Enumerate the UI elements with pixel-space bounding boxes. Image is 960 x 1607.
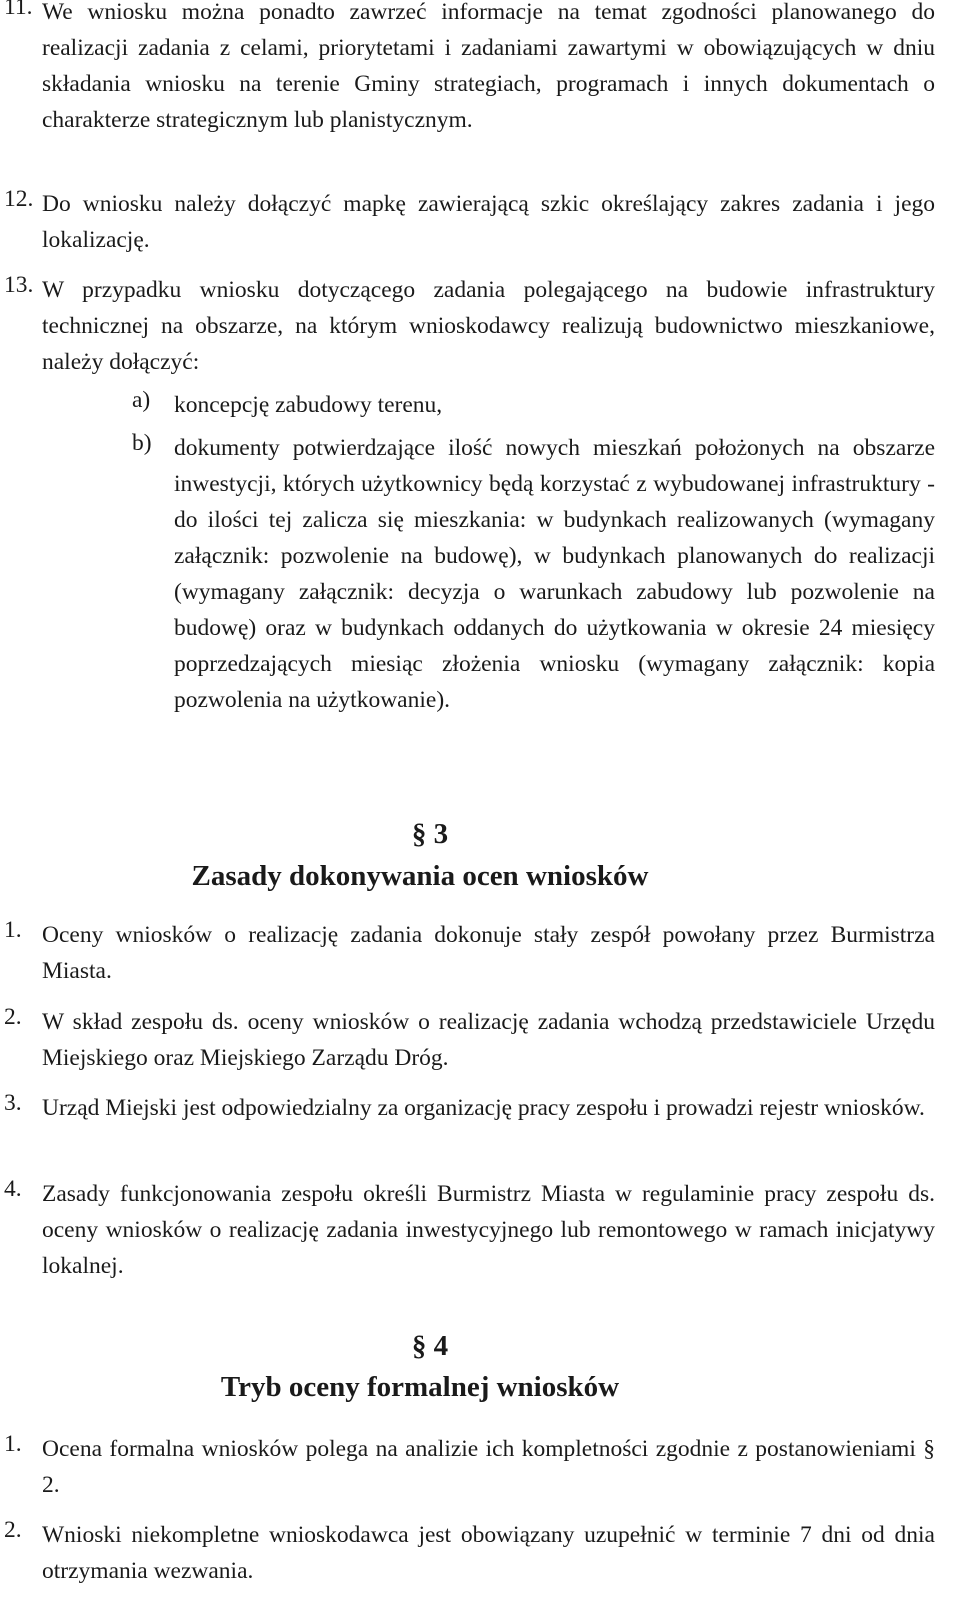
item-number: 13.: [4, 272, 34, 298]
section-symbol: § 4: [411, 1330, 449, 1362]
item-text: W skład zespołu ds. oceny wniosków o realizację zadania wchodzą przedstawiciele Urzędu Miejskiego oraz Miejskiego Zarządu Dróg.: [42, 1009, 935, 1071]
section-title: Zasady dokonywania ocen wniosków: [191, 860, 649, 892]
list-item: [0, 0, 935, 138]
item-number: 1.: [4, 1431, 22, 1457]
item-text: Oceny wniosków o realizację zadania dokonuje stały zespół powołany przez Burmistrza Miasta.: [42, 922, 935, 984]
list-item: [0, 917, 935, 989]
item-text: W przypadku wniosku dotyczącego zadania polegającego na budowie infrastruktury technicznej na obszarze, na którym wnioskodawcy realizują budownictwo mieszkaniowe, należy dołączyć:: [42, 277, 935, 375]
list-item: [0, 1176, 935, 1284]
sub-item-text: koncepcję zabudowy terenu,: [174, 392, 443, 418]
item-text: We wniosku można ponadto zawrzeć informacje na temat zgodności planowanego do realizacji zadania z celami, priorytetami i zadaniami zawartymi w obowiązujących w dniu składania wniosku na terenie Gminy strategiach, programach i innych dokumentach o charakterze strategicznym lub planistycznym.: [42, 0, 935, 133]
list-item: [0, 272, 935, 380]
item-number: 11.: [4, 0, 33, 20]
item-number: 2.: [4, 1004, 22, 1030]
item-number: 3.: [4, 1090, 22, 1116]
item-text: Urząd Miejski jest odpowiedzialny za organizację pracy zespołu i prowadzi rejestr wniosków.: [42, 1095, 925, 1121]
list-item: [0, 1431, 935, 1503]
section-symbol: § 3: [411, 818, 449, 850]
item-text: Zasady funkcjonowania zespołu określi Burmistrz Miasta w regulaminie pracy zespołu ds. oceny wniosków o realizację zadania inwestycyjnego lub remontowego w ramach inicjatywy lokalnej.: [42, 1181, 935, 1279]
list-item: [0, 1517, 935, 1589]
sub-list-item: [0, 387, 935, 423]
sub-item-letter: a): [132, 387, 151, 413]
item-number: 4.: [4, 1176, 22, 1202]
sub-item-text: dokumenty potwierdzające ilość nowych mieszkań położonych na obszarze inwestycji, których użytkownicy będą korzystać z wybudowanej infrastruktury - do ilości tej zalicza się mieszkania: w budynkach realizowanych (wymagany załącznik: pozwolenie na budowę), w budynkach planowanych do realizacji (wymagany załącznik: decyzja o warunkach zabudowy lub pozwolenie na budowę) oraz w budynkach oddanych do użytkowania w okresie 24 miesięcy poprzedzających miesiąc złożenia wniosku (wymagany załącznik: kopia pozwolenia na użytkowanie).: [174, 435, 935, 713]
item-text: Wnioski niekompletne wnioskodawca jest obowiązany uzupełnić w terminie 7 dni od dnia otrzymania wezwania.: [42, 1522, 935, 1584]
item-text: Do wniosku należy dołączyć mapkę zawierającą szkic określający zakres zadania i jego lokalizację.: [42, 191, 935, 253]
item-number: 1.: [4, 917, 22, 943]
item-number: 2.: [4, 1517, 22, 1543]
item-text: Ocena formalna wniosków polega na analizie ich kompletności zgodnie z postanowieniami § 2.: [42, 1436, 935, 1498]
list-item: [0, 1004, 935, 1076]
list-item: [0, 186, 935, 258]
sub-item-letter: b): [132, 430, 152, 456]
section-title: Tryb oceny formalnej wniosków: [220, 1371, 620, 1403]
list-item: [0, 1090, 935, 1126]
sub-list-item: [0, 430, 935, 718]
item-number: 12.: [4, 186, 34, 212]
